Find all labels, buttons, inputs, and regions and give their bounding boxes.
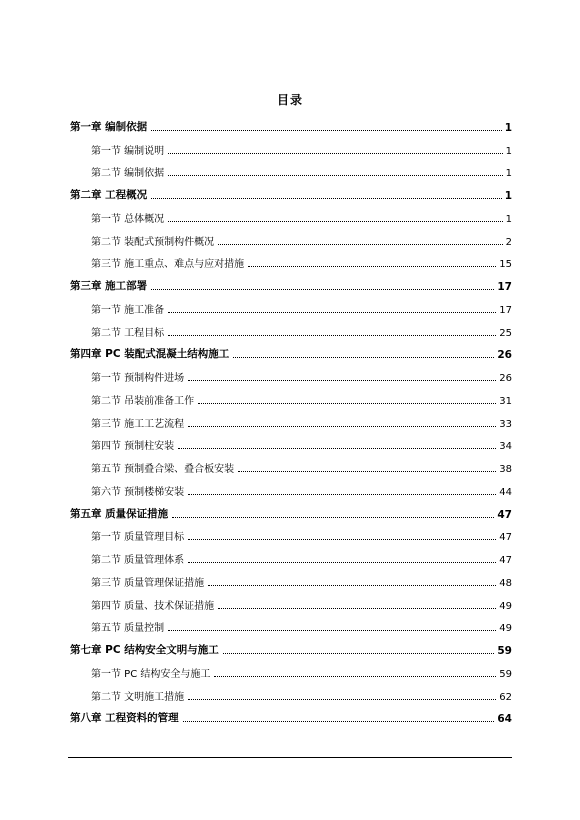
toc-dot-leader — [223, 653, 495, 654]
toc-entry-page: 15 — [499, 259, 512, 271]
toc-dot-leader — [168, 335, 496, 336]
toc-entry-section[interactable] — [70, 543, 512, 566]
toc-dot-leader — [188, 380, 496, 381]
toc-dot-leader — [198, 403, 496, 404]
toc-entry-page: 1 — [505, 213, 512, 225]
toc-entry-section[interactable] — [70, 316, 512, 339]
toc-entry-page: 48 — [499, 577, 512, 589]
toc-dot-leader — [214, 676, 496, 677]
toc-entry-chapter[interactable] — [70, 179, 512, 202]
toc-entry-label: 第三节 施工重点、难点与应对措施 — [91, 259, 245, 271]
toc-entry-label: 第八章 工程资料的管理 — [70, 712, 179, 725]
toc-entry-page: 26 — [497, 349, 512, 362]
toc-entry-chapter[interactable] — [70, 270, 512, 293]
toc-entry-page: 49 — [499, 623, 512, 635]
toc-entry-label: 第二节 质量管理体系 — [91, 555, 185, 566]
toc-entry-section[interactable] — [70, 384, 512, 407]
toc-dot-leader — [188, 699, 496, 700]
toc-entry-page: 47 — [497, 508, 512, 521]
toc-entry-page: 31 — [499, 395, 512, 407]
toc-entry-label: 第四节 质量、技术保证措施 — [91, 600, 215, 612]
toc-dot-leader — [188, 426, 496, 427]
toc-entry-label: 第四节 预制柱安装 — [91, 441, 175, 453]
toc-entry-label: 第五章 质量保证措施 — [70, 507, 169, 520]
toc-entry-page: 26 — [499, 373, 512, 384]
toc-entry-section[interactable] — [70, 293, 512, 316]
toc-entry-section[interactable] — [70, 248, 512, 271]
toc-dot-leader — [172, 517, 494, 518]
toc-entry-label: 第二章 工程概况 — [70, 189, 148, 201]
toc-dot-leader — [238, 471, 496, 472]
toc-entry-section[interactable] — [70, 452, 512, 475]
toc-entry-page: 25 — [499, 327, 512, 339]
toc-entry-label: 第四章 PC 装配式混凝土结构施工 — [70, 348, 230, 361]
toc-dot-leader — [151, 130, 502, 131]
toc-entry-label: 第一节 总体概况 — [91, 213, 165, 225]
toc-dot-leader — [218, 244, 502, 245]
toc-entry-label: 第二节 编制依据 — [91, 168, 165, 180]
toc-entry-page: 1 — [505, 168, 512, 180]
toc-entry-label: 第七章 PC 结构安全文明与施工 — [70, 644, 219, 656]
toc-entry-page: 44 — [499, 486, 512, 498]
toc-entry-section[interactable] — [70, 157, 512, 180]
toc-entry-label: 第一节 PC 结构安全与施工 — [91, 668, 211, 680]
toc-dot-leader — [178, 448, 496, 449]
toc-dot-leader — [151, 289, 494, 290]
toc-entry-label: 第五节 预制叠合梁、叠合板安装 — [91, 464, 235, 475]
toc-entry-label: 第一节 编制说明 — [91, 145, 165, 157]
toc-entry-label: 第三章 施工部署 — [70, 280, 148, 292]
toc-entry-section[interactable] — [70, 361, 512, 384]
toc-entry-label: 第一章 编制依据 — [70, 120, 148, 133]
toc-dot-leader — [218, 608, 496, 609]
toc-entry-page: 64 — [497, 713, 512, 726]
toc-entry-page: 1 — [504, 121, 512, 134]
toc-title: 目录 — [276, 93, 303, 107]
toc-entry-chapter[interactable] — [70, 703, 512, 726]
toc-entry-section[interactable] — [70, 407, 512, 430]
toc-entry-chapter[interactable] — [70, 634, 512, 657]
toc-entry-page: 17 — [497, 281, 512, 293]
toc-entry-section[interactable] — [70, 680, 512, 703]
toc-entry-section[interactable] — [70, 225, 512, 248]
toc-entry-page: 2 — [505, 236, 512, 248]
toc-entry-section[interactable] — [70, 430, 512, 453]
toc-entry-page: 49 — [499, 600, 512, 612]
toc-dot-leader — [188, 539, 496, 540]
toc-entry-page: 34 — [499, 441, 512, 453]
toc-entry-section[interactable] — [70, 589, 512, 612]
toc-dot-leader — [168, 221, 502, 222]
toc-entry-label: 第一节 预制构件进场 — [91, 373, 185, 384]
toc-dot-leader — [168, 312, 496, 313]
toc-entry-section[interactable] — [70, 657, 512, 680]
toc-dot-leader — [248, 266, 496, 267]
toc-entry-label: 第二节 文明施工措施 — [91, 691, 185, 703]
toc-entry-label: 第二节 吊装前准备工作 — [91, 395, 195, 407]
toc-entry-label: 第一节 质量管理目标 — [91, 532, 185, 544]
toc-entry-page: 47 — [499, 532, 512, 544]
toc-dot-leader — [183, 721, 495, 722]
toc-dot-leader — [188, 494, 496, 495]
toc-dot-leader — [168, 630, 496, 631]
toc-dot-leader — [168, 153, 502, 154]
toc-entry-label: 第三节 施工工艺流程 — [91, 418, 185, 430]
toc-entry-chapter[interactable] — [70, 498, 512, 521]
toc-entry-page: 33 — [499, 418, 512, 430]
toc-entry-label: 第二节 工程目标 — [91, 327, 165, 339]
toc-dot-leader — [188, 562, 496, 563]
toc-dot-leader — [208, 585, 496, 586]
toc-entry-page: 59 — [499, 668, 512, 680]
toc-entry-section[interactable] — [70, 134, 512, 157]
toc-entry-label: 第三节 质量管理保证措施 — [91, 577, 205, 589]
toc-entry-section[interactable] — [70, 612, 512, 635]
toc-entry-page: 17 — [499, 304, 512, 316]
toc-entry-page: 1 — [505, 145, 512, 157]
toc-dot-leader — [233, 357, 494, 358]
footer-rule — [68, 757, 512, 758]
toc-entry-section[interactable] — [70, 566, 512, 589]
toc-entry-section[interactable] — [70, 521, 512, 544]
toc-entry-chapter[interactable] — [70, 111, 512, 134]
toc-entry-label: 第六节 预制楼梯安装 — [91, 486, 185, 498]
toc-entry-page: 1 — [504, 190, 512, 202]
toc-entry-page: 59 — [497, 645, 512, 657]
toc-entry-label: 第二节 装配式预制构件概况 — [91, 236, 215, 248]
toc-entry-section[interactable] — [70, 475, 512, 498]
toc-list — [70, 111, 512, 725]
toc-dot-leader — [168, 175, 502, 176]
toc-dot-leader — [151, 198, 502, 199]
toc-entry-chapter[interactable] — [70, 339, 512, 362]
toc-entry-page: 47 — [499, 555, 512, 566]
toc-entry-section[interactable] — [70, 202, 512, 225]
toc-entry-label: 第五节 质量控制 — [91, 623, 165, 635]
toc-entry-page: 38 — [499, 464, 512, 475]
toc-entry-page: 62 — [499, 691, 512, 703]
toc-entry-label: 第一节 施工准备 — [91, 304, 165, 316]
